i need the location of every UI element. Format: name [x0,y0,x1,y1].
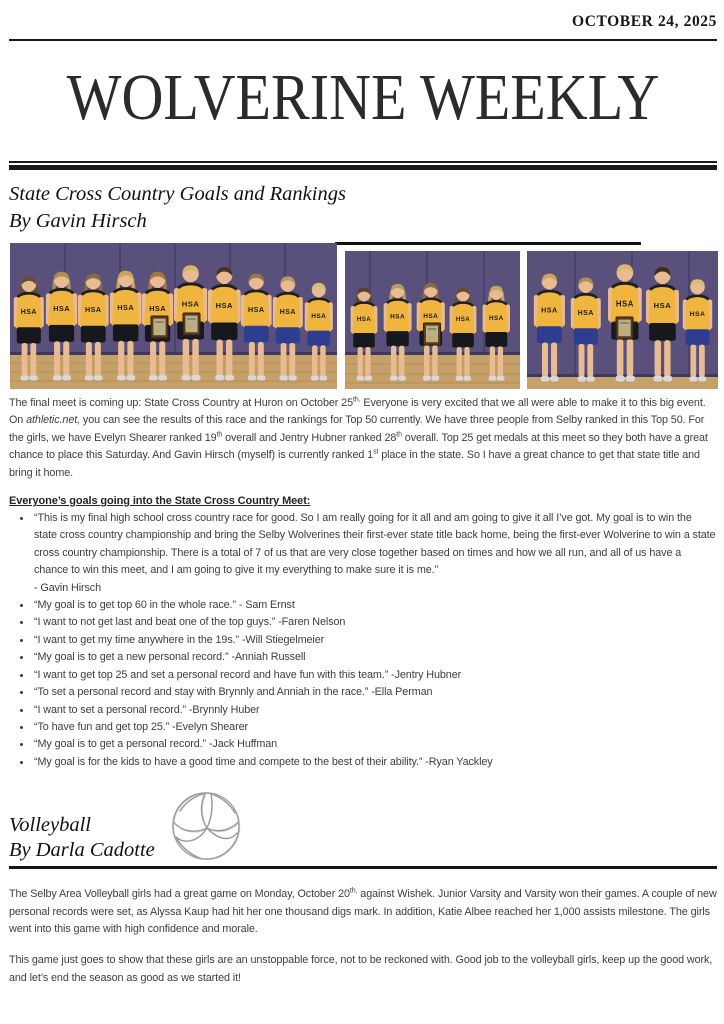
masthead-title: WOLVERINE WEEKLY [66,61,660,134]
cross-country-article [9,181,717,771]
goal-item: • “To set a personal record and stay with Brynnly and Anniah in the race.” -Ella Perman [32,684,717,701]
issue-date: OCTOBER 24, 2025 [572,13,717,30]
goal-attribution: - Gavin Hirsch [34,581,101,594]
goal-item: • “To have fun and get top 25.” -Evelyn Shearer [32,719,717,736]
volleyball-paragraph-2: This game just goes to show that these girls are an unstoppable force, not to be reckoned with. Good job to the volleyball girls, keep up the good work, and let’s end the season as good as we started it! [9,954,713,984]
volleyball-header [9,813,717,863]
article-byline: By Darla Cadotte [9,839,155,862]
article-title: Volleyball [9,814,91,837]
volleyball-sketch-icon [167,789,245,863]
article-byline: By Gavin Hirsch [9,210,147,232]
masthead-double-rule [9,161,717,170]
intro-paragraph: The final meet is coming up: State Cross Country at Huron on October $25^{th.}$ Everyone is very excited that we all were able to make it to this big event. On athletic.net, you can see the results of this race and the rankings for Top 50 currently. We have three people from Selby ranked in this Top 50. For the girls, we have Evelyn Shearer ranked 19th overall and Jentry Hubner ranked 28th overall. Top 25 get medals at this meet so they both have a great chance to place this Saturday. And Gavin Hirsch (myself) is currently ranked 1st place in the state. So I have a great chance to get that state title and bring it home. [9,396,708,479]
article-heading [9,813,717,863]
goal-item: • “My goal is to get a personal record.” -Jack Huffman [32,736,717,753]
photo-row [9,243,717,389]
goal-item-gavin: • “This is my final high school cross country race for good. So I am really going for it all and am going to give it all I’ve got. My goal is to win the state cross country championship and bring the Selby Wolverines their first-ever state title back home, being the first-ever Wolverine to win a state cross country championship. There is a total of 7 of us that are very close together based on times and how we all run, and all of us have a chance to win this meet, and I am going to give it my everything to make sure it is me.” - Gavin Hirsch [32,510,717,597]
goal-item: • “My goal is to get a new personal record.” -Anniah Russell [32,649,717,666]
goals-list [9,510,717,771]
team-photo-girls [345,251,520,389]
article-title: State Cross Country Goals and Rankings [9,183,346,205]
double-rule-thick [9,165,717,170]
double-rule-thin [9,161,717,163]
photo-divider-line [335,242,641,245]
goals-heading: Everyone’s goals going into the State Cross Country Meet: [9,495,311,508]
team-photo-full-squad [10,243,337,389]
volleyball-rule [9,866,717,869]
volleyball-paragraph-1: The Selby Area Volleyball girls had a great game on Monday, October $20^{th,}$ against Wishek. Junior Varsity and Varsity won their games. A couple of new personal records were set, as Alyssa Kaup had hit her one thousand digs mark. In addition, Katie Albee reached her 1,000 assists milestone. The girls went into this game with high confidence and morale. [9,887,717,935]
goal-item: • “I want to get top 25 and set a personal record and have fun with this team.” -Jentry Hubner [32,667,717,684]
header-rule [9,39,717,41]
goal-item: • “My goal is to get top 60 in the whole race.” - Sam Ernst [32,597,717,614]
goal-item: • “I want to not get last and beat one of the top guys.” -Faren Nelson [32,614,717,631]
volleyball-article [9,813,717,987]
goal-item: • “My goal is for the kids to have a good time and compete to the best of their ability.” -Ryan Yackley [32,754,717,771]
article-heading [9,181,717,235]
team-photo-boys [527,251,718,389]
goal-item: • “I want to set a personal record.” -Brynnly Huber [32,702,717,719]
goal-item: • “I want to get my time anywhere in the 19s.” -Will Stiegelmeier [32,632,717,649]
